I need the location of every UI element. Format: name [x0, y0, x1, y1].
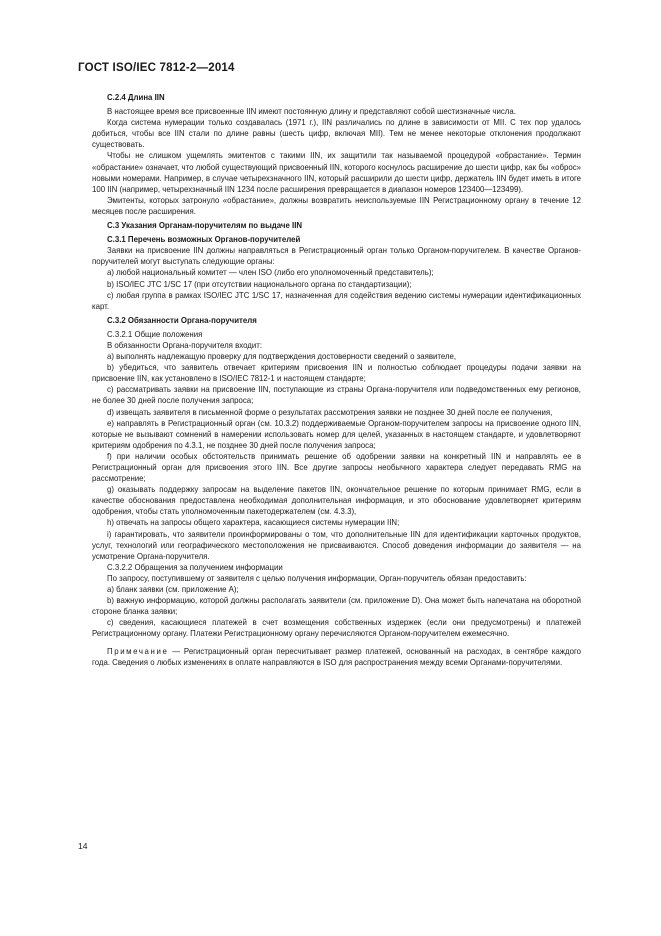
- list-item: c) рассматривать заявки на присвоение IIN, поступающие из страны Органа-поручителя или подведомственных ему регионов, не более 30 дней после получения запроса;: [92, 385, 581, 406]
- paragraph: Когда система нумерации только создавалась (1971 г.), IIN различались по длине в зависимости от MII. С тех пор удалось добиться, чтобы все IIN стали по длине равны (шесть цифр, включая MII). Тем не менее некоторые отклонения продолжают существовать.: [92, 118, 581, 150]
- list-item: d) извещать заявителя в письменной форме о результатах рассмотрения заявки не позднее 30 дней после ее получения,: [107, 407, 553, 417]
- note-text: — Регистрационный орган пересчитывает размер платежей, основанный на расходах, в сентябре каждого года. Сведения о любых изменениях в оплате направляются в ISO для распространения между всеми Органами-поручителями.: [92, 646, 581, 667]
- list-item: a) любой национальный комитет — член ISO (либо его уполномоченный представитель);: [107, 268, 434, 278]
- note: [92, 646, 581, 668]
- list-item: b) ISO/IEC JTC 1/SC 17 (при отсутствии национального органа по стандартизации);: [107, 279, 412, 289]
- document-body: [92, 92, 581, 668]
- list-item: a) выполнять надлежащую проверку для подтверждения достоверности сведений о заявителе,: [107, 352, 457, 362]
- list-item: b) важную информацию, которой должны располагать заявители (см. приложение D). Она может быть напечатана на оборотной стороне бланка заявки;: [92, 596, 581, 617]
- document-header: ГОСТ ISO/IEC 7812-2—2014: [78, 62, 235, 74]
- paragraph: Заявки на присвоение IIN должны направляться в Регистрационный орган только Органом-поручителем. В качестве Органов-поручителей могут выступать следующие органы:: [92, 246, 581, 267]
- list-item: g) оказывать поддержку запросам на выделение пакетов IIN, окончательное решение по которым принимает RMG, если в качестве обоснования предоставлена необходимая дополнительная информация, и это обоснование удовлетворяет критериям одобрения, чтобы стать уполномоченным пакетодержателем (см. 4.3.3),: [92, 485, 581, 517]
- list-item: b) убедиться, что заявитель отвечает критериям присвоения IIN и полностью соблюдает процедуры подачи заявки на присвоение IIN, как установлено в ISO/IEC 7812-1 и настоящем стандарте;: [92, 363, 581, 384]
- paragraph: По запросу, поступившему от заявителя с целью получения информации, Орган-поручитель обязан предоставить:: [107, 573, 527, 583]
- paragraph: В настоящее время все присвоенные IIN имеют постоянную длину и представляют собой шестизначные числа.: [107, 107, 516, 117]
- note-label: Примечание: [107, 646, 169, 656]
- list-item: i) гарантировать, что заявители проинформированы о том, что дополнительные IIN для идентификации карточных продуктов, услуг, технологий или географического местоположения не присваиваются. Способ доведения информации до заявителя — на усмотрение Органа-поручителя.: [92, 529, 581, 561]
- section-heading-c3: С.3 Указания Органам-поручителям по выдаче IIN: [107, 221, 303, 231]
- list-item: e) направлять в Регистрационный орган (см. 10.3.2) поддерживаемые Органом-поручителем запросы на присвоение одного IIN, которые не вызывают сомнений в намерении использовать номер для целей, указанных в настоящем стандарте, и удовлетворяют критериям одобрения по 4.3.1, не позднее 30 дней после получения запроса;: [92, 418, 581, 450]
- list-item: a) бланк заявки (см. приложение А);: [107, 585, 239, 595]
- paragraph: Чтобы не слишком ущемлять эмитентов с такими IIN, их защитили так называемой процедурой «обрастание». Термин «обрастание» означает, что любой существующий присвоенный IIN, которого коснулось расширение до шести цифр, как бы «оброс» новыми номерами. Например, в случае четырехзначного IIN, который расширили до шести цифр, держатель IIN будет иметь в итоге 100 IIN (например, четырехзначный IIN 1234 после расширения превращается в диапазон номеров 123400—123499).: [92, 151, 581, 194]
- section-heading-c32: С.3.2 Обязанности Органа-поручителя: [107, 315, 257, 325]
- section-heading-c31: С.3.1 Перечень возможных Органов-поручителей: [107, 235, 301, 245]
- list-item: c) сведения, касающиеся платежей в счет возмещения собственных издержек (если они предусмотрены) и платежей Регистрационному органу. Платежи Регистрационному органу перечисляются Органом-поручителем ежемесячно.: [92, 618, 581, 639]
- page-number: 14: [78, 841, 88, 851]
- list-item: f) при наличии особых обстоятельств принимать решение об одобрении заявки на конкретный IIN и направлять ее в Регистрационный орган для присвоения этого IIN. Все другие запросы необычного характера следует передавать RMG на рассмотрение;: [92, 451, 581, 484]
- paragraph: В обязанности Органа-поручителя входит:: [107, 340, 263, 350]
- subsection-heading: С.3.2.1 Общие положения: [107, 329, 203, 339]
- subsection-heading: С.3.2.2 Обращения за получением информации: [107, 562, 283, 572]
- paragraph: Эмитенты, которых затронуло «обрастание», должны возвратить неиспользуемые IIN Регистрационному органу в течение 12 месяцев после расширения.: [92, 195, 581, 216]
- section-heading-c24: С.2.4 Длина IIN: [107, 93, 165, 102]
- list-item: c) любая группа в рамках ISO/IEC JTC 1/SC 17, назначенная для содействия ведению системы нумерации идентификационных карт.: [92, 290, 581, 311]
- list-item: h) отвечать на запросы общего характера, касающиеся системы нумерации IIN;: [107, 518, 400, 528]
